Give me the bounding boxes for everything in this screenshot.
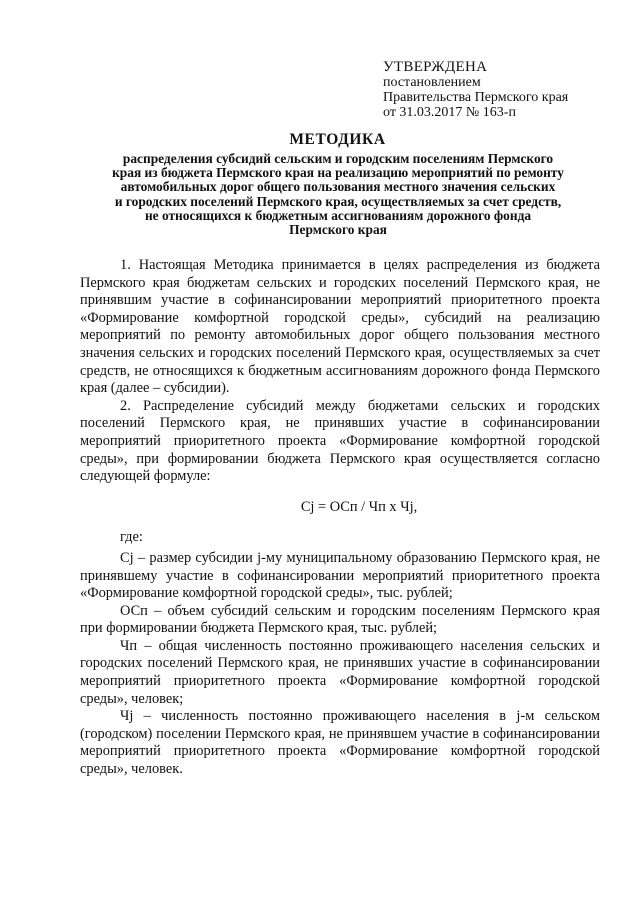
formula-where-label: где: xyxy=(120,529,143,546)
definition-cj: Cj – размер субсидии j-му муниципальному образованию Пермского края, не принявшему участие в софинансировании мероприятий приоритетного проекта «Формирование комфортной городской среды», тыс. рублей; xyxy=(80,549,600,602)
subtitle-line: распределения субсидий сельским и городским поселениям Пермского xyxy=(122,151,554,166)
approval-date-number: от 31.03.2017 № 163-п xyxy=(383,105,516,120)
definition-osp: ОСп – объем субсидий сельским и городским поселениям Пермского края при формировании бюджета Пермского края, тыс. рублей; xyxy=(80,602,600,637)
approval-resolution-label: постановлением xyxy=(383,75,481,90)
approval-issuer: Правительства Пермского края xyxy=(383,90,569,105)
approval-stamp xyxy=(383,60,568,120)
document-body xyxy=(80,257,600,779)
subtitle-line: края из бюджета Пермского края на реализацию мероприятий по ремонту xyxy=(112,165,564,181)
subsidy-formula: Cj = ОСп / Чп х Чj, xyxy=(300,498,418,515)
subtitle-line: не относящихся к бюджетным ассигнованиям дорожного фонда xyxy=(144,207,532,223)
subtitle-line: Пермского края xyxy=(289,222,387,238)
document-subtitle xyxy=(70,152,606,237)
definition-chj: Чj – численность постоянно проживающего населения в j-м сельском (городском) поселении Пермского края, не принявшем участие в софинансировании мероприятий приоритетного проекта «Формирование комфортной городской среды», человек. xyxy=(80,708,600,778)
paragraph-1: 1. Настоящая Методика принимается в целях распределения из бюджета Пермского края бюджетам сельских и городских поселений Пермского края, не принявшим участие в софинансировании мероприятий приоритетного проекта «Формирование комфортной городской среды», субсидий на реализацию мероприятий по ремонту автомобильных дорог общего пользования местного значения сельских и городских поселений Пермского края, осуществляемых за счет средств, не относящихся к бюджетным ассигнованиям дорожного фонда Пермского края (далее – субсидии). xyxy=(80,257,600,397)
paragraph-2: 2. Распределение субсидий между бюджетами сельских и городских поселений Пермского края, не принявших участие в софинансировании мероприятий приоритетного проекта «Формирование комфортной городской среды», при формировании бюджета Пермского края осуществляется согласно следующей формуле: xyxy=(80,397,600,485)
subtitle-line: автомобильных дорог общего пользования местного значения сельских xyxy=(120,179,556,195)
approval-heading: УТВЕРЖДЕНА xyxy=(383,59,488,75)
definition-chp: Чп – общая численность постоянно проживающего населения сельских и городских поселений Пермского края, не принявших участие в софинансировании мероприятий приоритетного проекта «Формирование комфортной городской среды», человек; xyxy=(80,637,600,707)
document-title: МЕТОДИКА xyxy=(289,131,386,148)
subtitle-line: и городских поселений Пермского края, осуществляемых за счет средств, xyxy=(114,193,562,209)
